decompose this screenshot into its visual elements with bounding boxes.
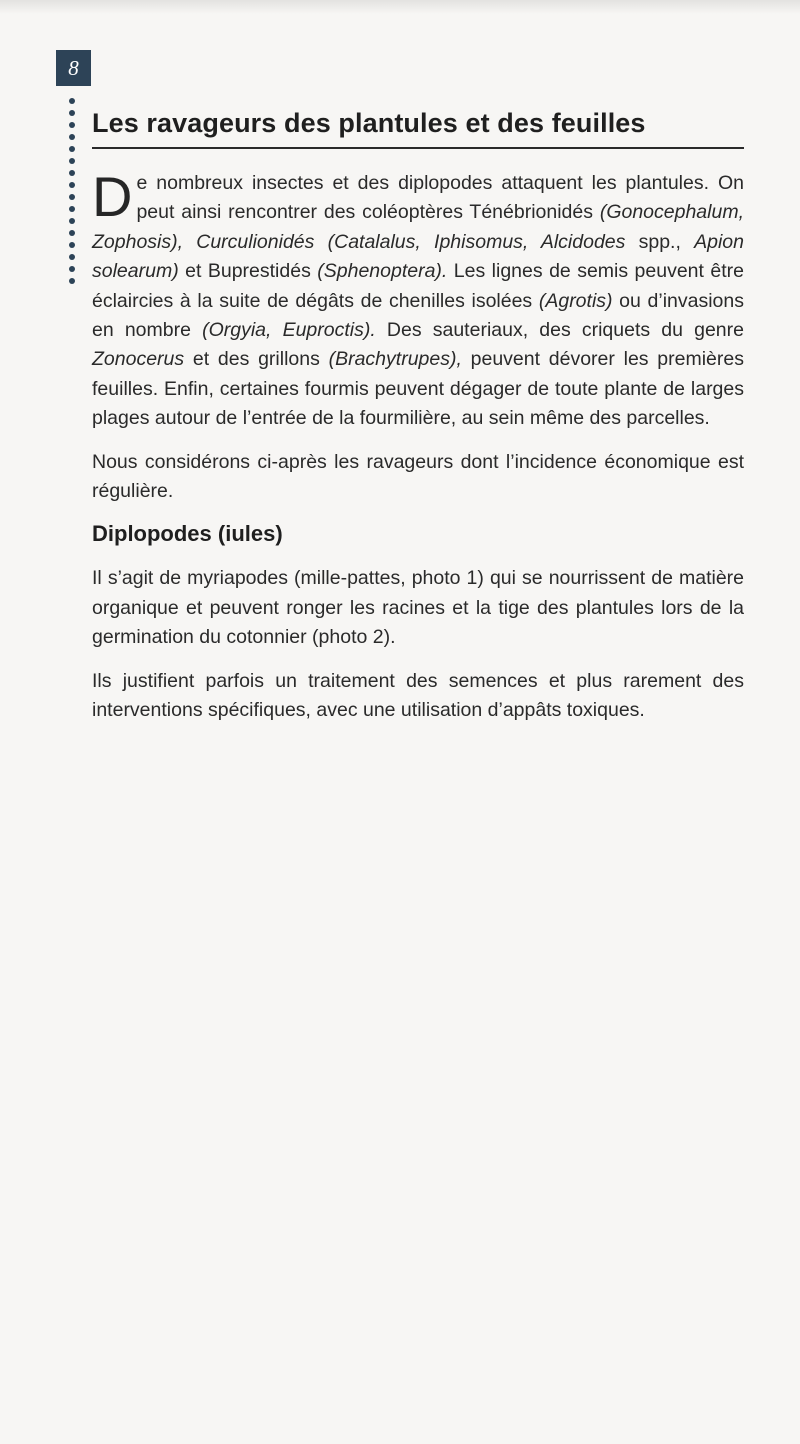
page-top-shadow [0, 0, 800, 14]
decorative-dot-column [67, 98, 77, 308]
dot [69, 278, 75, 284]
taxon-italic: Apion solearum) [92, 230, 744, 283]
dot [69, 122, 75, 128]
page-title: Les ravageurs des plantules et des feuilles [92, 108, 744, 149]
intro-text: peuvent dévorer les premières feuilles. Enfin, certaines fourmis peuvent dégager de toute plante de larges plages autour de l’entrée de la fourmilière, au sein même des parcelles. [92, 348, 744, 430]
article-content [92, 108, 744, 726]
dot [69, 98, 75, 104]
page-number: 8 [68, 55, 79, 80]
intro-text: Les lignes de semis peuvent être éclaircies à la suite de dégâts de chenilles isolées [92, 260, 744, 312]
body-paragraph: Nous considérons ci-après les ravageurs dont l’incidence économique est régulière. [92, 450, 744, 503]
intro-text: spp., [625, 230, 695, 253]
section-paragraph: Il s’agit de myriapodes (mille-pattes, photo 1) qui se nourrissent de matière organique et peuvent ronger les racines et la tige des plantules lors de la germination du cotonnier (photo 2). [92, 567, 744, 649]
dot [69, 254, 75, 260]
dot [69, 266, 75, 272]
intro-text: et des grillons [184, 348, 329, 371]
dot [69, 134, 75, 140]
dot [69, 206, 75, 212]
taxon-italic: Zonocerus [92, 348, 185, 371]
intro-text: e nombreux insectes et des diplopodes attaquent les plantules. On peut ainsi rencontrer des coléoptères Ténébrionidés [136, 172, 744, 224]
intro-text: ou d’invasions en nombre [92, 289, 744, 342]
taxon-italic: (Sphenoptera). [317, 260, 448, 283]
intro-text: et Buprestidés [178, 260, 318, 283]
dot [69, 146, 75, 152]
dot [69, 158, 75, 164]
taxon-italic: (Gonocephalum, Zophosis), Curculionidés (Catalalus, Iphisomus, Alcidodes [92, 201, 744, 253]
intro-text: Des sauteriaux, des criquets du genre [375, 319, 744, 342]
intro-paragraph [92, 165, 744, 434]
taxon-italic: (Agrotis) [538, 289, 613, 312]
drop-cap: D [92, 165, 133, 228]
dot [69, 242, 75, 248]
section-heading: Diplopodes (iules) [92, 521, 283, 547]
dot [69, 218, 75, 224]
page-number-badge [56, 50, 91, 86]
dot [69, 182, 75, 188]
taxon-italic: (Brachytrupes), [328, 348, 462, 371]
dot [69, 230, 75, 236]
section-paragraph: Ils justifient parfois un traitement des semences et plus rarement des interventions spécifiques, avec une utilisation d’appâts toxiques. [92, 669, 744, 722]
taxon-italic: (Orgyia, Euproctis). [202, 319, 376, 342]
dot [69, 194, 75, 200]
dot [69, 170, 75, 176]
dot [69, 110, 75, 116]
